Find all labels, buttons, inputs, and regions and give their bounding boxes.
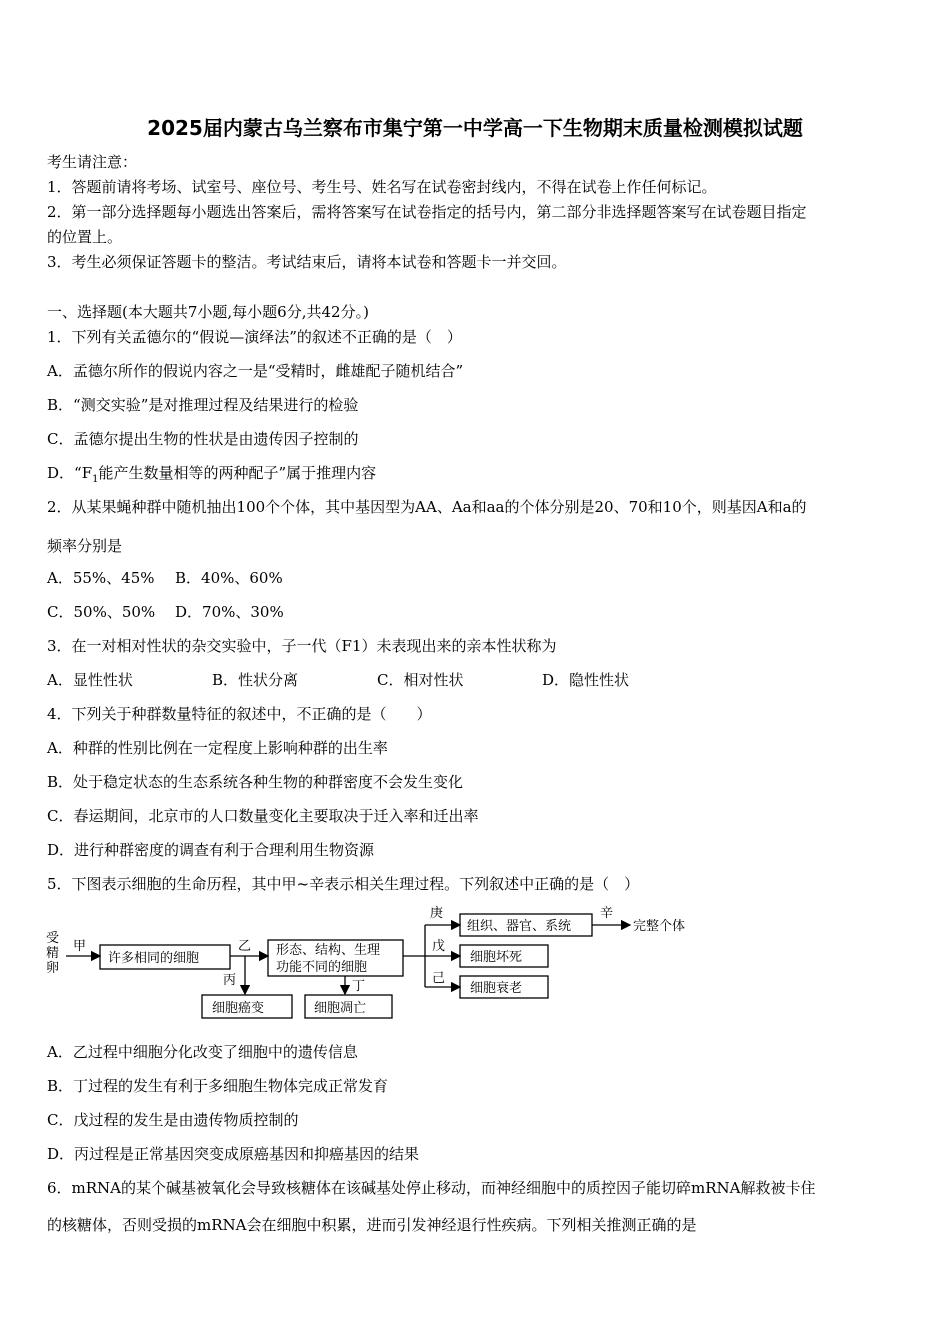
diagram-text-box2: 形态、结构、生理 bbox=[276, 943, 381, 958]
question-3-options: A．显性性状 B．性状分离 C．相对性状 D．隐性性状 bbox=[47, 671, 630, 689]
diagram-text-tissue: 组织、器官、系统 bbox=[467, 919, 572, 934]
diagram-text-box2: 功能不同的细胞 bbox=[276, 960, 368, 975]
diagram-text-apoptosis: 细胞凋亡 bbox=[314, 1001, 367, 1016]
question-1-option-a: A．孟德尔所作的假说内容之一是“受精时，雌雄配子随机结合” bbox=[47, 362, 464, 380]
question-1-option-b: B．“测交实验”是对推理过程及结果进行的检验 bbox=[47, 396, 359, 414]
diagram-label-xin: 辛 bbox=[600, 906, 614, 921]
question-3-stem: 3．在一对相对性状的杂交实验中，子一代（F1）未表现出来的亲本性状称为 bbox=[47, 637, 557, 655]
question-6-stem-cont: 的核糖体，否则受损的mRNA会在细胞中积累，进而引发神经退行性疾病。下列相关推测正确的是 bbox=[47, 1216, 697, 1234]
page-title: 2025届内蒙古乌兰察布市集宁第一中学高一下生物期末质量检测模拟试题 bbox=[147, 116, 803, 140]
diagram-label-start: 卵 bbox=[46, 961, 60, 976]
diagram-label-wu: 戊 bbox=[432, 939, 446, 954]
diagram-label-yi: 乙 bbox=[238, 939, 252, 954]
question-4-option-c: C．春运期间，北京市的人口数量变化主要取决于迁入率和迁出率 bbox=[47, 807, 479, 825]
question-4-option-b: B．处于稳定状态的生态系统各种生物的种群密度不会发生变化 bbox=[47, 773, 464, 791]
diagram-label-ji: 己 bbox=[432, 971, 446, 986]
question-5-option-c: C．戊过程的发生是由遗传物质控制的 bbox=[47, 1111, 299, 1129]
notice-item: 2．第一部分选择题每小题选出答案后，需将答案写在试卷指定的括号内，第二部分非选择题答案写在试卷题目指定 bbox=[47, 203, 807, 221]
question-1-option-c: C．孟德尔提出生物的性状是由遗传因子控制的 bbox=[47, 430, 359, 448]
section-heading: 一、选择题(本大题共7小题,每小题6分,共42分。) bbox=[47, 303, 369, 321]
question-1-stem: 1．下列有关孟德尔的“假说—演绎法”的叙述不正确的是（ ） bbox=[47, 328, 462, 346]
diagram-text-necrosis: 细胞坏死 bbox=[470, 950, 523, 965]
question-2-stem-cont: 频率分别是 bbox=[47, 537, 123, 555]
question-2-options-row1: A．55%、45% B．40%、60% bbox=[47, 569, 283, 587]
diagram-label-ding: 丁 bbox=[352, 979, 366, 994]
question-4-option-d: D．进行种群密度的调查有利于合理利用生物资源 bbox=[47, 841, 375, 859]
diagram-text-box1: 许多相同的细胞 bbox=[108, 951, 200, 966]
cell-life-history-diagram bbox=[40, 900, 720, 1025]
notice-item: 3．考生必须保证答题卡的整洁。考试结束后，请将本试卷和答题卡一并交回。 bbox=[47, 253, 567, 271]
question-1-option-d: D．“$F_1$能产生数量相等的两种配子”属于推理内容 bbox=[47, 464, 377, 485]
notice-heading: 考生请注意： bbox=[47, 153, 138, 171]
diagram-label-start: 受 bbox=[46, 931, 60, 946]
diagram-label-bing: 丙 bbox=[223, 973, 237, 988]
notice-item: 1．答题前请将考场、试室号、座位号、考生号、姓名写在试卷密封线内，不得在试卷上作任何标记。 bbox=[47, 178, 717, 196]
question-4-option-a: A．种群的性别比例在一定程度上影响种群的出生率 bbox=[47, 739, 388, 757]
diagram-label-jia: 甲 bbox=[73, 939, 87, 954]
diagram-label-start: 精 bbox=[46, 946, 60, 961]
notice-item: 的位置上。 bbox=[47, 228, 123, 246]
diagram-text-cancer: 细胞癌变 bbox=[212, 1001, 265, 1016]
question-5-option-b: B．丁过程的发生有利于多细胞生物体完成正常发育 bbox=[47, 1077, 389, 1095]
question-2-options-row2: C．50%、50% D．70%、30% bbox=[47, 603, 284, 621]
question-6-stem: 6．mRNA的某个碱基被氧化会导致核糖体在该碱基处停止移动，而神经细胞中的质控因子能切碎mRNA解救被卡住 bbox=[47, 1179, 816, 1197]
question-5-stem: 5．下图表示细胞的生命历程，其中甲~辛表示相关生理过程。下列叙述中正确的是（ ） bbox=[47, 875, 640, 893]
diagram-text-aging: 细胞衰老 bbox=[470, 981, 523, 996]
diagram-text-whole: 完整个体 bbox=[633, 919, 686, 934]
diagram-label-geng: 庚 bbox=[430, 906, 444, 921]
question-4-stem: 4．下列关于种群数量特征的叙述中，不正确的是（ ） bbox=[47, 705, 432, 723]
question-2-stem: 2．从某果蝇种群中随机抽出100个个体，其中基因型为AA、Aa和aa的个体分别是20、70和10个，则基因A和a的 bbox=[47, 498, 807, 516]
question-5-option-d: D．丙过程是正常基因突变成原癌基因和抑癌基因的结果 bbox=[47, 1145, 420, 1163]
question-5-option-a: A．乙过程中细胞分化改变了细胞中的遗传信息 bbox=[47, 1043, 358, 1061]
